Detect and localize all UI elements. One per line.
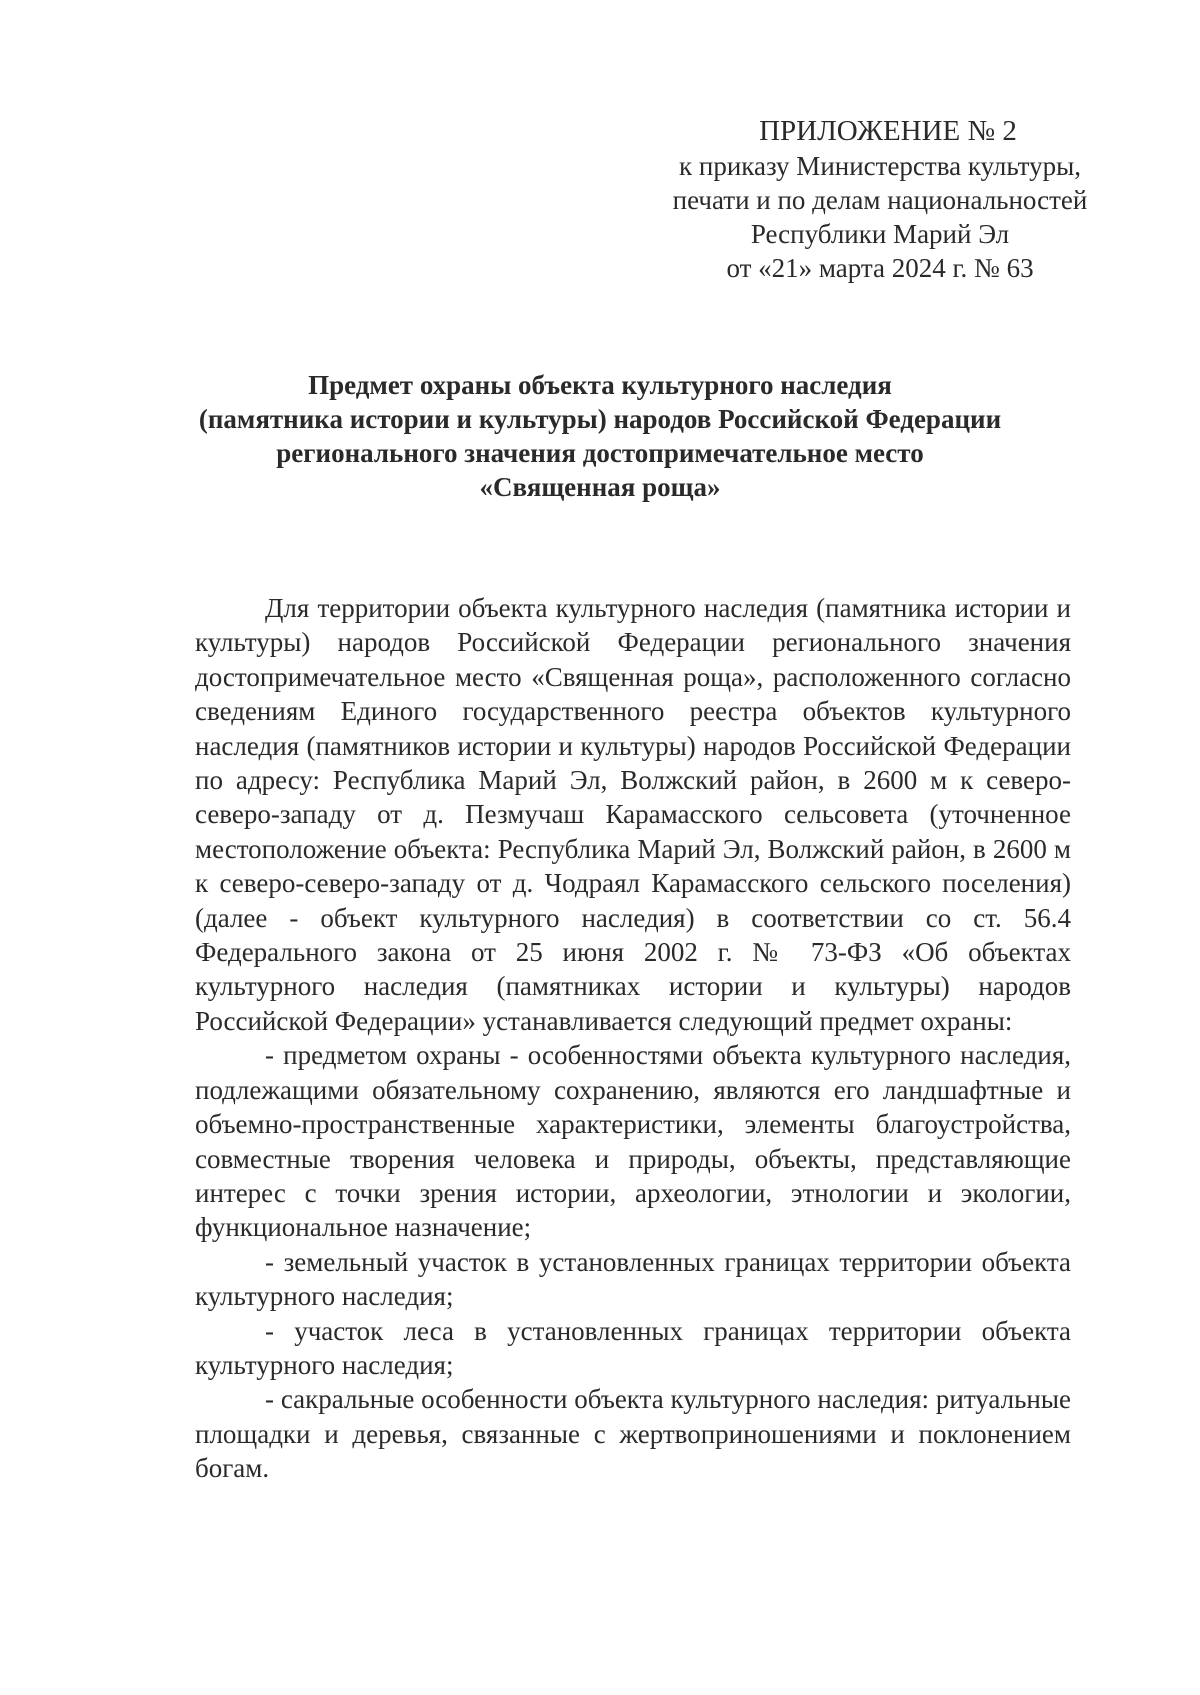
document-title-line-1: Предмет охраны объекта культурного наследия bbox=[308, 370, 892, 400]
appendix-title: ПРИЛОЖЕНИЕ № 2 bbox=[759, 115, 1017, 147]
intro-paragraph: Для территории объекта культурного наследия (памятника истории и культуры) народов Российской Федерации регионального значения достопримечательное место «Священная роща», расположенного согласно сведениям Единого государственного реестра объектов культурного наследия (памятников истории и культуры) народов Российской Федерации по адресу: Республика Марий Эл, Волжский район, в 2600 м к северо-северо-западу от д. Пезмучаш Карамасского сельсовета (уточненное местоположение объекта: Республика Марий Эл, Волжский район, в 2600 м к северо-северо-западу от д. Чодраял Карамасского сельского поселения) (далее - объект культурного наследия) в соответствии со ст. 56.4 Федерального закона от 25 июня 2002 г. № 73-ФЗ «Об объектах культурного наследия (памятниках истории и культуры) народов Российской Федерации» устанавливается следующий предмет охраны: bbox=[195, 593, 1071, 1036]
protection-item-2: - земельный участок в установленных границах территории объекта культурного наследия; bbox=[195, 1246, 1071, 1312]
document-title bbox=[150, 368, 1050, 504]
protection-item-4: - сакральные особенности объекта культурного наследия: ритуальные площадки и деревья, связанные с жертвоприношениями и поклонением богам. bbox=[195, 1384, 1071, 1484]
appendix-line-1: к приказу Министерства культуры, bbox=[679, 151, 1081, 181]
appendix-date-number: от «21» марта 2024 г. № 63 bbox=[726, 253, 1034, 283]
document-body bbox=[195, 591, 1071, 1486]
appendix-line-3: Республики Марий Эл bbox=[750, 219, 1010, 249]
appendix-header bbox=[600, 113, 1160, 285]
protection-item-1: - предметом охраны - особенностями объекта культурного наследия, подлежащими обязательному сохранению, являются его ландшафтные и объемно-пространственные характеристики, элементы благоустройства, совместные творения человека и природы, объекты, представляющие интерес с точки зрения истории, археологии, этнологии и экологии, функциональное назначение; bbox=[195, 1040, 1071, 1243]
appendix-line-2: печати и по делам национальностей bbox=[672, 185, 1088, 215]
document-title-line-4: «Священная роща» bbox=[479, 472, 721, 502]
document-title-line-3: регионального значения достопримечательное место bbox=[276, 438, 924, 468]
protection-item-3: - участок леса в установленных границах территории объекта культурного наследия; bbox=[195, 1315, 1071, 1380]
document-title-line-2: (памятника истории и культуры) народов Российской Федерации bbox=[198, 404, 1002, 434]
